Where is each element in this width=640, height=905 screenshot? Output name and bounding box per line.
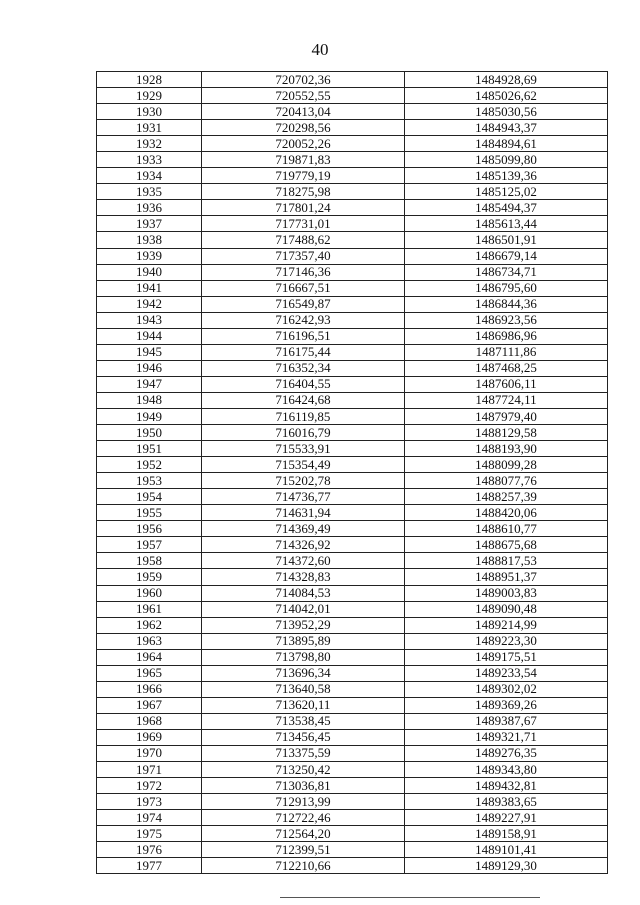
y-coordinate-cell: 1488951,37 <box>405 569 608 585</box>
x-coordinate-cell: 716196,51 <box>202 328 405 344</box>
x-coordinate-cell: 714084,53 <box>202 585 405 601</box>
x-coordinate-cell: 714736,77 <box>202 489 405 505</box>
table-row <box>97 296 608 312</box>
point-number-cell: 1947 <box>97 376 202 392</box>
point-number-cell: 1956 <box>97 521 202 537</box>
table-row <box>97 826 608 842</box>
table-row <box>97 392 608 408</box>
x-coordinate-cell: 714328,83 <box>202 569 405 585</box>
point-number-cell: 1931 <box>97 120 202 136</box>
y-coordinate-cell: 1487111,86 <box>405 344 608 360</box>
coordinates-table-body <box>97 72 608 874</box>
point-number-cell: 1939 <box>97 248 202 264</box>
point-number-cell: 1972 <box>97 778 202 794</box>
y-coordinate-cell: 1489129,30 <box>405 858 608 874</box>
y-coordinate-cell: 1488257,39 <box>405 489 608 505</box>
table-row <box>97 473 608 489</box>
table-row <box>97 408 608 424</box>
point-number-cell: 1968 <box>97 713 202 729</box>
table-row <box>97 553 608 569</box>
x-coordinate-cell: 713036,81 <box>202 778 405 794</box>
y-coordinate-cell: 1488420,06 <box>405 505 608 521</box>
table-row <box>97 216 608 232</box>
point-number-cell: 1944 <box>97 328 202 344</box>
point-number-cell: 1942 <box>97 296 202 312</box>
point-number-cell: 1940 <box>97 264 202 280</box>
point-number-cell: 1937 <box>97 216 202 232</box>
y-coordinate-cell: 1485613,44 <box>405 216 608 232</box>
point-number-cell: 1950 <box>97 425 202 441</box>
table-row <box>97 521 608 537</box>
x-coordinate-cell: 715202,78 <box>202 473 405 489</box>
y-coordinate-cell: 1486795,60 <box>405 280 608 296</box>
y-coordinate-cell: 1489432,81 <box>405 778 608 794</box>
y-coordinate-cell: 1489223,30 <box>405 633 608 649</box>
y-coordinate-cell: 1484928,69 <box>405 72 608 88</box>
y-coordinate-cell: 1486679,14 <box>405 248 608 264</box>
table-row <box>97 264 608 280</box>
table-row <box>97 585 608 601</box>
x-coordinate-cell: 716352,34 <box>202 360 405 376</box>
y-coordinate-cell: 1489343,80 <box>405 762 608 778</box>
point-number-cell: 1949 <box>97 408 202 424</box>
y-coordinate-cell: 1486734,71 <box>405 264 608 280</box>
x-coordinate-cell: 713620,11 <box>202 697 405 713</box>
x-coordinate-cell: 720052,26 <box>202 136 405 152</box>
point-number-cell: 1975 <box>97 826 202 842</box>
y-coordinate-cell: 1485139,36 <box>405 168 608 184</box>
x-coordinate-cell: 717731,01 <box>202 216 405 232</box>
y-coordinate-cell: 1488193,90 <box>405 441 608 457</box>
y-coordinate-cell: 1489227,91 <box>405 810 608 826</box>
table-row <box>97 136 608 152</box>
table-row <box>97 681 608 697</box>
x-coordinate-cell: 713456,45 <box>202 729 405 745</box>
x-coordinate-cell: 720298,56 <box>202 120 405 136</box>
point-number-cell: 1967 <box>97 697 202 713</box>
point-number-cell: 1948 <box>97 392 202 408</box>
x-coordinate-cell: 715533,91 <box>202 441 405 457</box>
y-coordinate-cell: 1485125,02 <box>405 184 608 200</box>
table-row <box>97 88 608 104</box>
point-number-cell: 1960 <box>97 585 202 601</box>
x-coordinate-cell: 717146,36 <box>202 264 405 280</box>
x-coordinate-cell: 712913,99 <box>202 794 405 810</box>
x-coordinate-cell: 715354,49 <box>202 457 405 473</box>
x-coordinate-cell: 720702,36 <box>202 72 405 88</box>
x-coordinate-cell: 714326,92 <box>202 537 405 553</box>
table-row <box>97 745 608 761</box>
table-row <box>97 601 608 617</box>
table-row <box>97 168 608 184</box>
y-coordinate-cell: 1488129,58 <box>405 425 608 441</box>
point-number-cell: 1955 <box>97 505 202 521</box>
y-coordinate-cell: 1488817,53 <box>405 553 608 569</box>
point-number-cell: 1943 <box>97 312 202 328</box>
table-row <box>97 569 608 585</box>
y-coordinate-cell: 1488077,76 <box>405 473 608 489</box>
x-coordinate-cell: 717801,24 <box>202 200 405 216</box>
table-row <box>97 425 608 441</box>
x-coordinate-cell: 714631,94 <box>202 505 405 521</box>
point-number-cell: 1958 <box>97 553 202 569</box>
y-coordinate-cell: 1488099,28 <box>405 457 608 473</box>
x-coordinate-cell: 713640,58 <box>202 681 405 697</box>
x-coordinate-cell: 713250,42 <box>202 762 405 778</box>
x-coordinate-cell: 716242,93 <box>202 312 405 328</box>
x-coordinate-cell: 713538,45 <box>202 713 405 729</box>
x-coordinate-cell: 713895,89 <box>202 633 405 649</box>
table-row <box>97 633 608 649</box>
x-coordinate-cell: 716175,44 <box>202 344 405 360</box>
table-row <box>97 312 608 328</box>
y-coordinate-cell: 1487468,25 <box>405 360 608 376</box>
x-coordinate-cell: 716549,87 <box>202 296 405 312</box>
table-row <box>97 762 608 778</box>
point-number-cell: 1970 <box>97 745 202 761</box>
x-coordinate-cell: 716424,68 <box>202 392 405 408</box>
point-number-cell: 1957 <box>97 537 202 553</box>
x-coordinate-cell: 716119,85 <box>202 408 405 424</box>
x-coordinate-cell: 718275,98 <box>202 184 405 200</box>
table-row <box>97 858 608 874</box>
point-number-cell: 1933 <box>97 152 202 168</box>
y-coordinate-cell: 1489383,65 <box>405 794 608 810</box>
table-row <box>97 810 608 826</box>
y-coordinate-cell: 1488610,77 <box>405 521 608 537</box>
y-coordinate-cell: 1489387,67 <box>405 713 608 729</box>
table-row <box>97 328 608 344</box>
point-number-cell: 1954 <box>97 489 202 505</box>
y-coordinate-cell: 1489175,51 <box>405 649 608 665</box>
table-row <box>97 280 608 296</box>
x-coordinate-cell: 712722,46 <box>202 810 405 826</box>
x-coordinate-cell: 712210,66 <box>202 858 405 874</box>
table-row <box>97 505 608 521</box>
point-number-cell: 1929 <box>97 88 202 104</box>
y-coordinate-cell: 1484943,37 <box>405 120 608 136</box>
point-number-cell: 1934 <box>97 168 202 184</box>
table-row <box>97 842 608 858</box>
x-coordinate-cell: 713696,34 <box>202 665 405 681</box>
point-number-cell: 1964 <box>97 649 202 665</box>
y-coordinate-cell: 1486501,91 <box>405 232 608 248</box>
table-row <box>97 248 608 264</box>
x-coordinate-cell: 720552,55 <box>202 88 405 104</box>
y-coordinate-cell: 1489214,99 <box>405 617 608 633</box>
table-row <box>97 360 608 376</box>
y-coordinate-cell: 1489090,48 <box>405 601 608 617</box>
point-number-cell: 1941 <box>97 280 202 296</box>
point-number-cell: 1930 <box>97 104 202 120</box>
point-number-cell: 1951 <box>97 441 202 457</box>
x-coordinate-cell: 712564,20 <box>202 826 405 842</box>
y-coordinate-cell: 1489276,35 <box>405 745 608 761</box>
point-number-cell: 1959 <box>97 569 202 585</box>
y-coordinate-cell: 1489369,26 <box>405 697 608 713</box>
table-row <box>97 120 608 136</box>
y-coordinate-cell: 1489233,54 <box>405 665 608 681</box>
point-number-cell: 1952 <box>97 457 202 473</box>
table-row <box>97 697 608 713</box>
x-coordinate-cell: 716667,51 <box>202 280 405 296</box>
x-coordinate-cell: 714042,01 <box>202 601 405 617</box>
table-row <box>97 441 608 457</box>
table-row <box>97 457 608 473</box>
x-coordinate-cell: 714369,49 <box>202 521 405 537</box>
point-number-cell: 1935 <box>97 184 202 200</box>
x-coordinate-cell: 713375,59 <box>202 745 405 761</box>
point-number-cell: 1962 <box>97 617 202 633</box>
y-coordinate-cell: 1489003,83 <box>405 585 608 601</box>
y-coordinate-cell: 1486844,36 <box>405 296 608 312</box>
y-coordinate-cell: 1486986,96 <box>405 328 608 344</box>
table-row <box>97 200 608 216</box>
y-coordinate-cell: 1489158,91 <box>405 826 608 842</box>
coordinates-table <box>96 71 608 874</box>
table-row <box>97 184 608 200</box>
y-coordinate-cell: 1485026,62 <box>405 88 608 104</box>
point-number-cell: 1961 <box>97 601 202 617</box>
point-number-cell: 1966 <box>97 681 202 697</box>
point-number-cell: 1946 <box>97 360 202 376</box>
table-row <box>97 665 608 681</box>
y-coordinate-cell: 1486923,56 <box>405 312 608 328</box>
table-row <box>97 778 608 794</box>
y-coordinate-cell: 1487979,40 <box>405 408 608 424</box>
x-coordinate-cell: 719779,19 <box>202 168 405 184</box>
x-coordinate-cell: 717488,62 <box>202 232 405 248</box>
y-coordinate-cell: 1489101,41 <box>405 842 608 858</box>
y-coordinate-cell: 1489321,71 <box>405 729 608 745</box>
point-number-cell: 1953 <box>97 473 202 489</box>
x-coordinate-cell: 713952,29 <box>202 617 405 633</box>
x-coordinate-cell: 716404,55 <box>202 376 405 392</box>
y-coordinate-cell: 1484894,61 <box>405 136 608 152</box>
x-coordinate-cell: 713798,80 <box>202 649 405 665</box>
table-row <box>97 649 608 665</box>
table-row <box>97 713 608 729</box>
point-number-cell: 1932 <box>97 136 202 152</box>
x-coordinate-cell: 714372,60 <box>202 553 405 569</box>
table-row <box>97 344 608 360</box>
table-row <box>97 794 608 810</box>
table-row <box>97 729 608 745</box>
y-coordinate-cell: 1485099,80 <box>405 152 608 168</box>
y-coordinate-cell: 1489302,02 <box>405 681 608 697</box>
x-coordinate-cell: 720413,04 <box>202 104 405 120</box>
point-number-cell: 1928 <box>97 72 202 88</box>
table-row <box>97 376 608 392</box>
table-row <box>97 617 608 633</box>
point-number-cell: 1963 <box>97 633 202 649</box>
table-row <box>97 537 608 553</box>
table-row <box>97 72 608 88</box>
table-row <box>97 104 608 120</box>
table-row <box>97 232 608 248</box>
point-number-cell: 1973 <box>97 794 202 810</box>
page-number: 40 <box>311 40 329 59</box>
y-coordinate-cell: 1485030,56 <box>405 104 608 120</box>
x-coordinate-cell: 719871,83 <box>202 152 405 168</box>
point-number-cell: 1974 <box>97 810 202 826</box>
point-number-cell: 1969 <box>97 729 202 745</box>
x-coordinate-cell: 712399,51 <box>202 842 405 858</box>
point-number-cell: 1938 <box>97 232 202 248</box>
point-number-cell: 1976 <box>97 842 202 858</box>
table-row <box>97 152 608 168</box>
x-coordinate-cell: 717357,40 <box>202 248 405 264</box>
x-coordinate-cell: 716016,79 <box>202 425 405 441</box>
y-coordinate-cell: 1485494,37 <box>405 200 608 216</box>
point-number-cell: 1945 <box>97 344 202 360</box>
point-number-cell: 1936 <box>97 200 202 216</box>
point-number-cell: 1965 <box>97 665 202 681</box>
table-row <box>97 489 608 505</box>
y-coordinate-cell: 1487724,11 <box>405 392 608 408</box>
footer-divider <box>280 897 540 898</box>
y-coordinate-cell: 1488675,68 <box>405 537 608 553</box>
point-number-cell: 1977 <box>97 858 202 874</box>
y-coordinate-cell: 1487606,11 <box>405 376 608 392</box>
point-number-cell: 1971 <box>97 762 202 778</box>
